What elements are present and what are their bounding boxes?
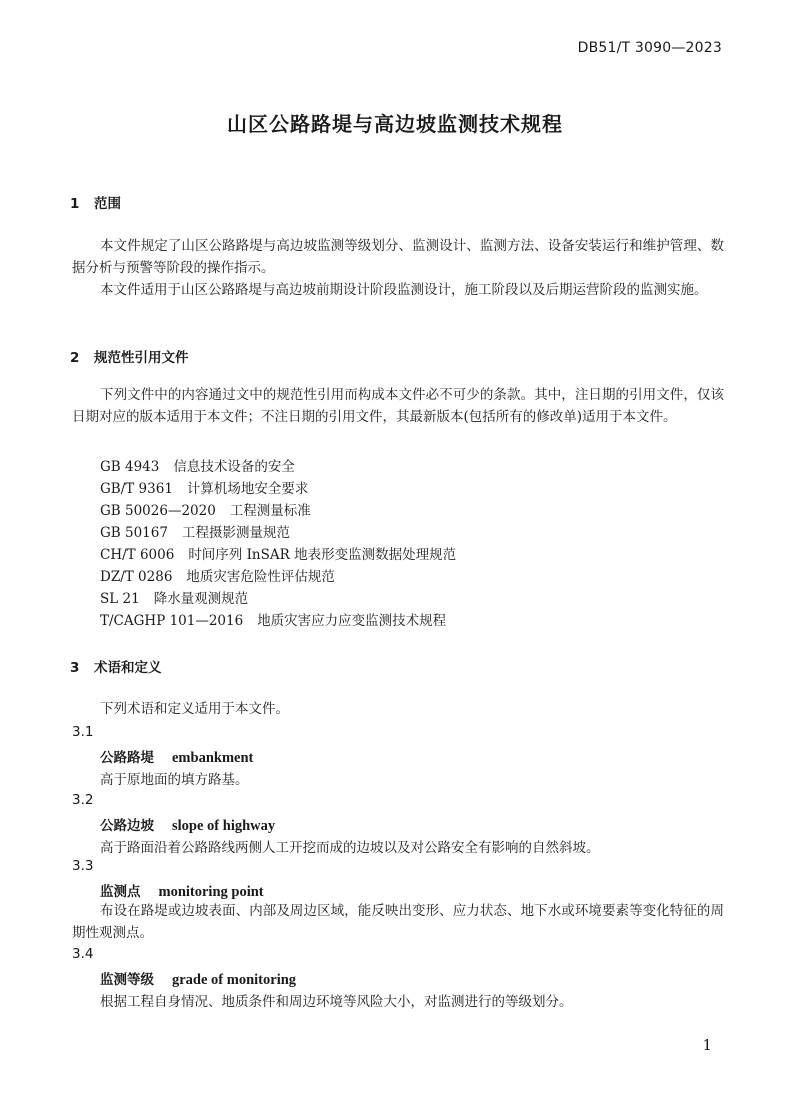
reference-title: 地质灾害应力应变监测技术规程: [257, 613, 447, 629]
reference-item: [100, 568, 335, 586]
term-heading: [100, 746, 253, 767]
term-number: 3.3: [72, 858, 94, 874]
section-title: 范围: [94, 196, 121, 212]
term-zh: 公路路堤: [100, 750, 154, 766]
reference-item: [100, 590, 248, 608]
reference-title: 降水量观测规范: [153, 591, 249, 607]
document-title: 山区公路路堤与高边坡监测技术规程: [227, 112, 563, 136]
reference-code: GB/T 9361: [100, 481, 173, 497]
reference-item: [100, 502, 311, 520]
reference-item: [100, 480, 308, 498]
section-number: 3: [70, 660, 80, 676]
term-heading: [100, 814, 275, 835]
term-number: 3.2: [72, 792, 94, 808]
reference-title: 计算机场地安全要求: [186, 481, 309, 497]
section-1-heading: [70, 192, 121, 212]
reference-title: 时间序列 InSAR 地表形变监测数据处理规范: [188, 547, 457, 563]
term-zh: 监测点: [100, 884, 141, 900]
page-number: 1: [702, 1036, 712, 1054]
section-2-heading: [70, 346, 189, 366]
section-1-paragraph-2: 本文件适用于山区公路路堤与高边坡前期设计阶段监测设计，施工阶段以及后期运营阶段的监测实施。: [100, 282, 708, 298]
section-title: 术语和定义: [94, 660, 162, 676]
term-en: embankment: [172, 750, 254, 766]
reference-code: CH/T 6006: [100, 547, 175, 563]
section-number: 2: [70, 350, 80, 366]
reference-code: GB 50167: [100, 525, 168, 541]
term-en: grade of monitoring: [172, 972, 297, 988]
section-title: 规范性引用文件: [94, 350, 189, 366]
term-en: monitoring point: [158, 884, 264, 900]
term-heading: [100, 880, 264, 901]
section-1-paragraph-1: 本文件规定了山区公路路堤与高边坡监测等级划分、监测设计、监测方法、设备安装运行和维护管理、数据分析与预警等阶段的操作指示。: [72, 238, 724, 276]
reference-code: GB 4943: [100, 459, 160, 475]
term-number: 3.1: [72, 724, 94, 740]
section-3-intro: 下列术语和定义适用于本文件。: [100, 701, 289, 717]
term-definition: 高于路面沿着公路路线两侧人工开挖而成的边坡以及对公路安全有影响的自然斜坡。: [100, 840, 600, 856]
term-en: slope of highway: [172, 818, 276, 834]
term-definition: 布设在路堤或边坡表面、内部及周边区域，能反映出变形、应力状态、地下水或环境要素等变化特征的周期性观测点。: [72, 903, 724, 941]
reference-item: [100, 458, 295, 476]
reference-code: GB 50026—2020: [100, 503, 216, 519]
term-number: 3.4: [72, 946, 94, 962]
term-heading: [100, 968, 296, 989]
section-2-intro: 下列文件中的内容通过文中的规范性引用而构成本文件必不可少的条款。其中，注日期的引用文件，仅该日期对应的版本适用于本文件；不注日期的引用文件，其最新版本(包括所有的修改单)适用于本文件。: [72, 387, 724, 425]
term-definition: 根据工程自身情况、地质条件和周边环境等风险大小，对监测进行的等级划分。: [100, 994, 573, 1010]
reference-title: 地质灾害危险性评估规范: [186, 569, 335, 585]
reference-code: T/CAGHP 101—2016: [100, 613, 244, 629]
reference-item: [100, 612, 446, 630]
reference-item: [100, 524, 290, 542]
term-zh: 公路边坡: [100, 818, 154, 834]
term-zh: 监测等级: [100, 972, 154, 988]
section-number: 1: [70, 196, 80, 212]
term-definition: 高于原地面的填方路基。: [100, 772, 249, 788]
reference-code: DZ/T 0286: [100, 569, 173, 585]
reference-code: SL 21: [100, 591, 140, 607]
reference-title: 工程摄影测量规范: [181, 525, 290, 541]
reference-item: [100, 546, 456, 564]
reference-title: 工程测量标准: [229, 503, 311, 519]
reference-title: 信息技术设备的安全: [173, 459, 295, 475]
section-3-heading: [70, 656, 162, 676]
document-code: DB51/T 3090—2023: [577, 40, 722, 56]
